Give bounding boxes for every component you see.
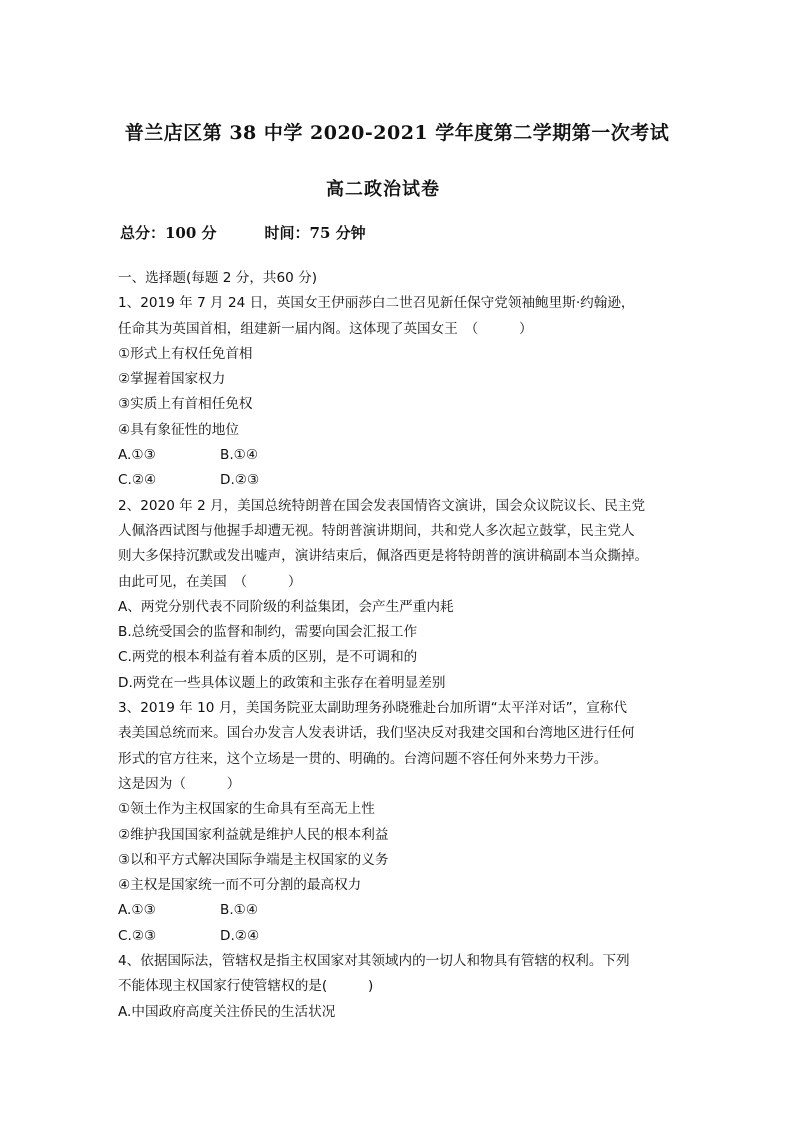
question-stem-line: 任命其为英国首相，组建新一届内阁。这体现了英国女王 （ ） <box>118 320 533 337</box>
question-stem-line: 表美国总统而来。国台办发言人发表讲话，我们坚决反对我建交国和台湾地区进行任何 <box>118 725 635 742</box>
question-stem-line: 形式的官方往来，这个立场是一贯的、明确的。台湾问题不容任何外来势力干涉。 <box>118 750 608 767</box>
question-item: D.两党在一些具体议题上的政策和主张存在着明显差别 <box>118 674 446 691</box>
question-item: ②掌握着国家权力 <box>118 371 226 388</box>
option-b: B.①④ <box>220 902 259 919</box>
question-item: ④具有象征性的地位 <box>118 421 239 438</box>
question-item: ①领土作为主权国家的生命具有至高无上性 <box>118 801 375 818</box>
option-b: B.①④ <box>220 447 259 464</box>
question-stem-line: 1、2019 年 7 月 24 日，英国女王伊丽莎白二世召见新任保守党领袖鲍里斯·约翰逊， <box>118 295 635 312</box>
total-score: 总分：100 分 <box>120 224 217 242</box>
option-c: C.②③ <box>118 927 157 944</box>
option-row <box>118 468 688 493</box>
option-row <box>118 898 688 923</box>
question-stem-line: 这是因为（ ） <box>118 775 241 792</box>
question-item: ③实质上有首相任免权 <box>118 396 253 413</box>
question-item: C.两党的根本利益有着本质的区别，是不可调和的 <box>118 649 418 666</box>
exam-time: 时间：75 分钟 <box>264 224 366 242</box>
question-item: ②维护我国国家利益就是维护人民的根本利益 <box>118 826 389 843</box>
question-3 <box>118 696 688 949</box>
option-a: A.①③ <box>118 902 156 919</box>
question-item: ①形式上有权任免首相 <box>118 345 253 362</box>
section-heading: 一、选择题(每题 2 分，共60 分) <box>118 270 318 286</box>
question-item: A、两党分别代表不同阶级的利益集团，会产生严重内耗 <box>118 598 454 615</box>
question-stem-line: 不能体现主权国家行使管辖权的是( ) <box>118 978 374 995</box>
question-body <box>118 266 688 1025</box>
question-stem-line: 2、2020 年 2 月，美国总统特朗普在国会发表国情咨文演讲，国会众议院议长、民主党 <box>118 497 646 514</box>
question-stem-line: 3、2019 年 10 月，美国务院亚太副助理务孙晓雅赴台加所谓“太平洋对话”，宣称代 <box>118 700 627 717</box>
option-c: C.②④ <box>118 472 157 489</box>
question-4 <box>118 949 688 1025</box>
question-1 <box>118 291 688 493</box>
question-stem-line: 则大多保持沉默或发出嘘声，演讲结束后，佩洛西更是将特朗普的演讲稿副本当众撕掉。 <box>118 548 649 565</box>
question-item: ③以和平方式解决国际争端是主权国家的义务 <box>118 851 389 868</box>
option-row <box>118 924 688 949</box>
exam-meta <box>120 222 366 243</box>
question-stem-line: 人佩洛西试图与他握手却遭无视。特朗普演讲期间，共和党人多次起立鼓掌，民主党人 <box>118 522 635 539</box>
question-item: A.中国政府高度关注侨民的生活状况 <box>118 1003 336 1020</box>
option-row <box>118 443 688 468</box>
option-d: D.②③ <box>220 472 260 489</box>
exam-subtitle: 高二政治试卷 <box>326 179 440 200</box>
question-2 <box>118 494 688 696</box>
question-stem-line: 由此可见，在美国 （ ） <box>118 573 302 590</box>
option-a: A.①③ <box>118 447 156 464</box>
question-stem-line: 4、依据国际法，管辖权是指主权国家对其领域内的一切人和物具有管辖的权利。下列 <box>118 953 630 970</box>
question-item: B.总统受国会的监督和制约，需要向国会汇报工作 <box>118 624 418 641</box>
option-d: D.②④ <box>220 927 260 944</box>
question-item: ④主权是国家统一而不可分割的最高权力 <box>118 877 362 894</box>
exam-title: 普兰店区第 38 中学 2020-2021 学年度第二学期第一次考试 <box>124 122 670 144</box>
